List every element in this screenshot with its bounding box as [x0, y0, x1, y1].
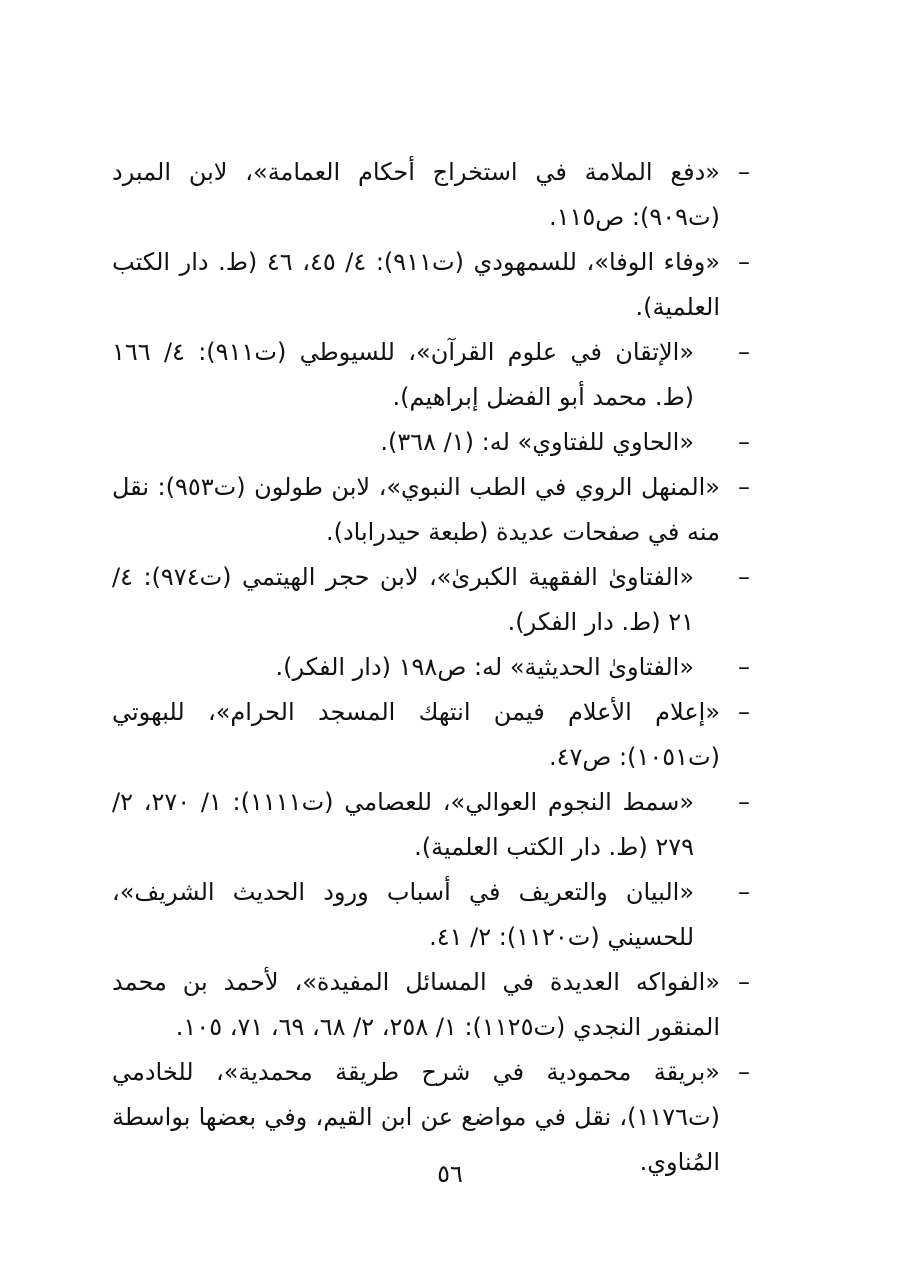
list-item	[112, 150, 752, 240]
dash-bullet: –	[738, 428, 750, 456]
dash-bullet: –	[738, 788, 750, 816]
dash-bullet: –	[738, 248, 750, 276]
bibliography-list	[112, 150, 752, 1185]
entry-text: «الحاوي للفتاوي» له: (١/ ٣٦٨).	[380, 428, 694, 456]
list-item	[112, 240, 752, 330]
list-item	[112, 330, 752, 420]
dash-bullet: –	[738, 563, 750, 591]
entry-text: «البيان والتعريف في أسباب ورود الحديث الشريف»، للحسيني (ت١١٢٠): ٢/ ٤١.	[112, 878, 694, 951]
list-item	[112, 420, 752, 465]
dash-bullet: –	[738, 878, 750, 906]
entry-text: «الفواكه العديدة في المسائل المفيدة»، لأحمد بن محمد المنقور النجدي (ت١١٢٥): ١/ ٢٥٨، ٢/ ٦٨، ٦٩، ٧١، ١٠٥.	[112, 968, 720, 1041]
entry-text: «الإتقان في علوم القرآن»، للسيوطي (ت٩١١): ٤/ ١٦٦ (ط. محمد أبو الفضل إبراهيم).	[112, 338, 695, 411]
dash-bullet: –	[738, 698, 750, 726]
entry-text: «إعلام الأعلام فيمن انتهك المسجد الحرام»، للبهوتي (ت١٠٥١): ص٤٧.	[112, 698, 720, 771]
list-item	[112, 690, 752, 780]
dash-bullet: –	[738, 653, 750, 681]
entry-text: «الفتاوىٰ الحديثية» له: ص١٩٨ (دار الفكر).	[275, 653, 694, 681]
list-item	[112, 780, 752, 870]
list-item	[112, 465, 752, 555]
entry-text: «وفاء الوفا»، للسمهودي (ت٩١١): ٤/ ٤٥، ٤٦ (ط. دار الكتب العلمية).	[112, 248, 721, 321]
list-item	[112, 645, 752, 690]
page-number: ٥٦	[437, 1160, 463, 1188]
dash-bullet: –	[738, 968, 750, 996]
list-item	[112, 960, 752, 1050]
list-item	[112, 870, 752, 960]
dash-bullet: –	[738, 1058, 750, 1086]
list-item	[112, 555, 752, 645]
entry-text: «الفتاوىٰ الفقهية الكبرىٰ»، لابن حجر الهيتمي (ت٩٧٤): ٤/ ٢١ (ط. دار الفكر).	[112, 563, 695, 636]
dash-bullet: –	[738, 158, 750, 186]
entry-text: «المنهل الروي في الطب النبوي»، لابن طولون (ت٩٥٣): نقل منه في صفحات عديدة (طبعة حيدراباد).	[112, 473, 720, 546]
entry-text: «دفع الملامة في استخراج أحكام العمامة»، لابن المبرد (ت٩٠٩): ص١١٥.	[112, 158, 720, 231]
entry-text: «سمط النجوم العوالي»، للعصامي (ت١١١١): ١/ ٢٧٠، ٢/ ٢٧٩ (ط. دار الكتب العلمية).	[112, 788, 695, 861]
entry-text: «بريقة محمودية في شرح طريقة محمدية»، للخادمي (ت١١٧٦)، نقل في مواضع عن ابن القيم، وفي بعضها بواسطة المُناوي.	[112, 1058, 720, 1176]
dash-bullet: –	[738, 473, 750, 501]
dash-bullet: –	[738, 338, 750, 366]
